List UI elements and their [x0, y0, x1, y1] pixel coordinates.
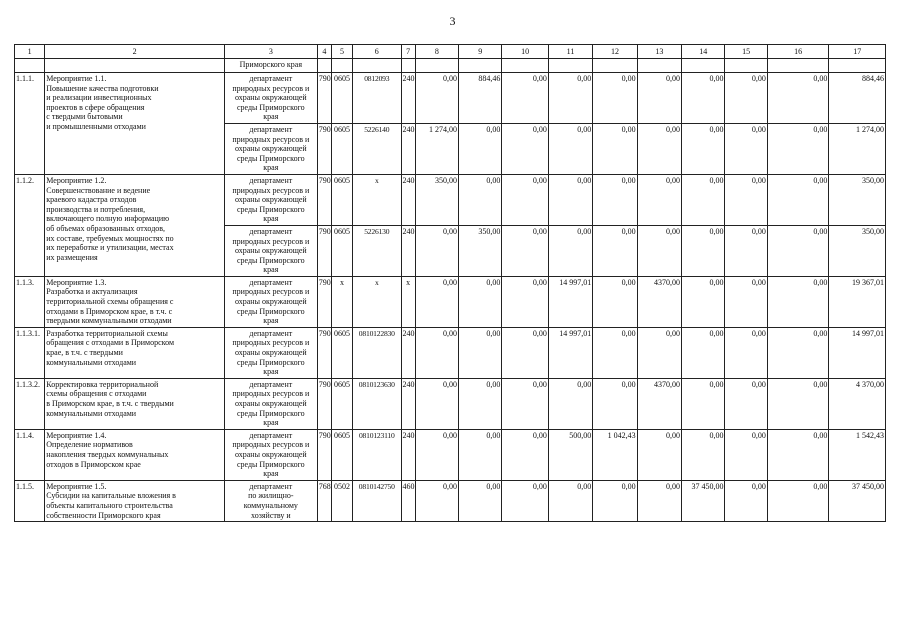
amount-col-16: 0,00	[767, 276, 829, 327]
amount-col-10: 0,00	[502, 429, 548, 480]
target-article-code: 0810142750	[353, 480, 401, 521]
amount-col-14: 0,00	[682, 73, 725, 124]
amount-col-12: 0,00	[593, 378, 637, 429]
amount-col-10: 0,00	[502, 174, 548, 225]
row-number: 1.1.2.	[15, 174, 45, 276]
cell-col-13	[637, 59, 681, 73]
amount-col-13: 0,00	[637, 225, 681, 276]
table-row	[15, 174, 886, 225]
column-header-4: 4	[317, 45, 331, 59]
expense-type-code: 240	[401, 73, 415, 124]
grbs-code: 790	[317, 123, 331, 174]
target-article-code: 5226130	[353, 225, 401, 276]
amount-col-17: 884,46	[829, 73, 886, 124]
row-number: 1.1.3.	[15, 276, 45, 327]
section-code: 0605	[331, 123, 352, 174]
expense-type-code: 240	[401, 429, 415, 480]
amount-col-10: 0,00	[502, 480, 548, 521]
amount-col-11: 0,00	[548, 123, 592, 174]
amount-col-10: 0,00	[502, 225, 548, 276]
section-code: 0605	[331, 225, 352, 276]
target-article-code: х	[353, 276, 401, 327]
cell-col-16	[767, 59, 829, 73]
section-code: 0605	[331, 174, 352, 225]
amount-col-8: 0,00	[415, 276, 458, 327]
amount-col-9: 0,00	[459, 378, 502, 429]
cell-col-9	[459, 59, 502, 73]
row-number: 1.1.4.	[15, 429, 45, 480]
amount-col-9: 0,00	[459, 327, 502, 378]
amount-col-10: 0,00	[502, 123, 548, 174]
responsible-org: департамент природных ресурсов и охраны окружающей среды Приморского края	[224, 276, 317, 327]
amount-col-12: 0,00	[593, 480, 637, 521]
table-row	[15, 276, 886, 327]
amount-col-8: 0,00	[415, 225, 458, 276]
row-number: 1.1.1.	[15, 73, 45, 175]
amount-col-8: 0,00	[415, 73, 458, 124]
amount-col-9: 0,00	[459, 174, 502, 225]
expense-type-code: 240	[401, 378, 415, 429]
amount-col-11: 14 997,01	[548, 327, 592, 378]
amount-col-11: 0,00	[548, 480, 592, 521]
amount-col-17: 1 274,00	[829, 123, 886, 174]
amount-col-16: 0,00	[767, 429, 829, 480]
grbs-code: 768	[317, 480, 331, 521]
table-row	[15, 480, 886, 521]
amount-col-17: 4 370,00	[829, 378, 886, 429]
amount-col-9: 0,00	[459, 480, 502, 521]
activity-name: Мероприятие 1.1. Повышение качества подготовки и реализации инвестиционных проектов в сфере обращения с твердыми бытовыми и промышленными отходами	[45, 73, 225, 175]
responsible-org: департамент природных ресурсов и охраны окружающей среды Приморского края	[224, 73, 317, 124]
target-article-code: 0810122830	[353, 327, 401, 378]
amount-col-17: 37 450,00	[829, 480, 886, 521]
row-number: 1.1.3.2.	[15, 378, 45, 429]
page-number: 3	[449, 14, 456, 28]
column-header-8: 8	[415, 45, 458, 59]
amount-col-13: 0,00	[637, 480, 681, 521]
amount-col-8: 350,00	[415, 174, 458, 225]
amount-col-17: 350,00	[829, 174, 886, 225]
amount-col-16: 0,00	[767, 123, 829, 174]
amount-col-14: 37 450,00	[682, 480, 725, 521]
column-header-11: 11	[548, 45, 592, 59]
amount-col-11: 0,00	[548, 174, 592, 225]
amount-col-11: 500,00	[548, 429, 592, 480]
amount-col-17: 1 542,43	[829, 429, 886, 480]
responsible-org: департамент природных ресурсов и охраны окружающей среды Приморского края	[224, 429, 317, 480]
grbs-code: 790	[317, 73, 331, 124]
column-header-1: 1	[15, 45, 45, 59]
column-header-13: 13	[637, 45, 681, 59]
cell-col-17	[829, 59, 886, 73]
amount-col-8: 0,00	[415, 378, 458, 429]
cell-col-8	[415, 59, 458, 73]
column-header-14: 14	[682, 45, 725, 59]
activity-name: Мероприятие 1.4. Определение нормативов накопления твердых коммунальных отходов в Приморском крае	[45, 429, 225, 480]
cell-col-12	[593, 59, 637, 73]
cell-col-15	[725, 59, 767, 73]
amount-col-10: 0,00	[502, 327, 548, 378]
activity-name: Мероприятие 1.3. Разработка и актуализация территориальной схемы обращения с отходами в Приморском крае, в т.ч. с твердыми коммунальными отходами	[45, 276, 225, 327]
cell-col-10	[502, 59, 548, 73]
expense-type-code: х	[401, 276, 415, 327]
amount-col-15: 0,00	[725, 480, 767, 521]
expense-type-code: 240	[401, 123, 415, 174]
responsible-org: департамент природных ресурсов и охраны окружающей среды Приморского края	[224, 378, 317, 429]
amount-col-17: 350,00	[829, 225, 886, 276]
expense-type-code: 240	[401, 174, 415, 225]
column-header-12: 12	[593, 45, 637, 59]
amount-col-9: 0,00	[459, 276, 502, 327]
amount-col-9: 0,00	[459, 123, 502, 174]
amount-col-15: 0,00	[725, 327, 767, 378]
amount-col-12: 0,00	[593, 225, 637, 276]
grbs-code: 790	[317, 327, 331, 378]
column-header-16: 16	[767, 45, 829, 59]
amount-col-11: 14 997,01	[548, 276, 592, 327]
amount-col-13: 4370,00	[637, 276, 681, 327]
amount-col-15: 0,00	[725, 123, 767, 174]
table-row	[15, 73, 886, 124]
grbs-code: 790	[317, 429, 331, 480]
column-header-3: 3	[224, 45, 317, 59]
column-header-15: 15	[725, 45, 767, 59]
row-number: 1.1.5.	[15, 480, 45, 521]
amount-col-14: 0,00	[682, 327, 725, 378]
column-header-2: 2	[45, 45, 225, 59]
grbs-code: 790	[317, 225, 331, 276]
amount-col-14: 0,00	[682, 276, 725, 327]
expense-type-code: 240	[401, 327, 415, 378]
column-header-6: 6	[353, 45, 401, 59]
amount-col-17: 14 997,01	[829, 327, 886, 378]
table-row	[15, 429, 886, 480]
grbs-code: 790	[317, 276, 331, 327]
amount-col-12: 0,00	[593, 327, 637, 378]
amount-col-15: 0,00	[725, 378, 767, 429]
responsible-org: департамент по жилищно- коммунальному хозяйству и	[224, 480, 317, 521]
cell-col-11	[548, 59, 592, 73]
row-number: 1.1.3.1.	[15, 327, 45, 378]
activity-name: Разработка территориальной схемы обращения с отходами в Приморском крае, в т.ч. с твердыми коммунальными отходами	[45, 327, 225, 378]
column-header-17: 17	[829, 45, 886, 59]
responsible-org: департамент природных ресурсов и охраны окружающей среды Приморского края	[224, 123, 317, 174]
amount-col-16: 0,00	[767, 225, 829, 276]
target-article-code: х	[353, 174, 401, 225]
amount-col-13: 0,00	[637, 327, 681, 378]
amount-col-15: 0,00	[725, 174, 767, 225]
amount-col-12: 0,00	[593, 174, 637, 225]
amount-col-15: 0,00	[725, 429, 767, 480]
amount-col-9: 350,00	[459, 225, 502, 276]
amount-col-15: 0,00	[725, 225, 767, 276]
cell-num	[15, 59, 45, 73]
amount-col-13: 0,00	[637, 123, 681, 174]
target-article-code: 5226140	[353, 123, 401, 174]
responsible-org: департамент природных ресурсов и охраны окружающей среды Приморского края	[224, 225, 317, 276]
expense-type-code: 240	[401, 225, 415, 276]
amount-col-14: 0,00	[682, 225, 725, 276]
amount-col-9: 884,46	[459, 73, 502, 124]
column-header-7: 7	[401, 45, 415, 59]
section-code: 0605	[331, 73, 352, 124]
activity-name: Корректировка территориальной схемы обращения с отходами в Приморском крае, в т.ч. с твердыми коммунальными отходами	[45, 378, 225, 429]
amount-col-13: 4370,00	[637, 378, 681, 429]
cell-col-4	[317, 59, 331, 73]
grbs-code: 790	[317, 378, 331, 429]
responsible-org: департамент природных ресурсов и охраны окружающей среды Приморского края	[224, 174, 317, 225]
amount-col-8: 0,00	[415, 480, 458, 521]
header-row	[15, 45, 886, 59]
amount-col-10: 0,00	[502, 378, 548, 429]
amount-col-13: 0,00	[637, 73, 681, 124]
amount-col-8: 1 274,00	[415, 123, 458, 174]
amount-col-13: 0,00	[637, 174, 681, 225]
amount-col-16: 0,00	[767, 73, 829, 124]
amount-col-16: 0,00	[767, 327, 829, 378]
amount-col-14: 0,00	[682, 123, 725, 174]
section-code: 0502	[331, 480, 352, 521]
amount-col-15: 0,00	[725, 276, 767, 327]
section-code: 0605	[331, 429, 352, 480]
cell-col-7	[401, 59, 415, 73]
amount-col-14: 0,00	[682, 378, 725, 429]
cell-name	[45, 59, 225, 73]
cell-col-6	[353, 59, 401, 73]
amount-col-8: 0,00	[415, 429, 458, 480]
responsible-org: департамент природных ресурсов и охраны окружающей среды Приморского края	[224, 327, 317, 378]
continuation-row	[15, 59, 886, 73]
amount-col-11: 0,00	[548, 225, 592, 276]
amount-col-16: 0,00	[767, 378, 829, 429]
amount-col-10: 0,00	[502, 276, 548, 327]
activity-name: Мероприятие 1.5. Субсидии на капитальные вложения в объекты капитального строительства собственности Приморского края	[45, 480, 225, 521]
amount-col-9: 0,00	[459, 429, 502, 480]
amount-col-17: 19 367,01	[829, 276, 886, 327]
table-row	[15, 378, 886, 429]
target-article-code: 0810123110	[353, 429, 401, 480]
column-header-9: 9	[459, 45, 502, 59]
amount-col-14: 0,00	[682, 174, 725, 225]
section-code: 0605	[331, 378, 352, 429]
amount-col-16: 0,00	[767, 174, 829, 225]
grbs-code: 790	[317, 174, 331, 225]
column-header-10: 10	[502, 45, 548, 59]
amount-col-8: 0,00	[415, 327, 458, 378]
amount-col-10: 0,00	[502, 73, 548, 124]
amount-col-12: 0,00	[593, 276, 637, 327]
target-article-code: 0810123630	[353, 378, 401, 429]
target-article-code: 0812093	[353, 73, 401, 124]
amount-col-12: 0,00	[593, 73, 637, 124]
section-code: х	[331, 276, 352, 327]
activity-name: Мероприятие 1.2. Совершенствование и ведение краевого кадастра отходов производства и потребления, включающего полную информацию об объемах образованных отходов, их составе, требуемых мощностях по их переработке и утилизации, местах их размещения	[45, 174, 225, 276]
table-row	[15, 327, 886, 378]
amount-col-11: 0,00	[548, 73, 592, 124]
amount-col-11: 0,00	[548, 378, 592, 429]
amount-col-14: 0,00	[682, 429, 725, 480]
amount-col-15: 0,00	[725, 73, 767, 124]
amount-col-12: 0,00	[593, 123, 637, 174]
section-code: 0605	[331, 327, 352, 378]
column-header-5: 5	[331, 45, 352, 59]
amount-col-13: 0,00	[637, 429, 681, 480]
cell-col-14	[682, 59, 725, 73]
budget-table	[14, 44, 886, 522]
expense-type-code: 460	[401, 480, 415, 521]
amount-col-16: 0,00	[767, 480, 829, 521]
cell-org: Приморского края	[224, 59, 317, 73]
cell-col-5	[331, 59, 352, 73]
amount-col-12: 1 042,43	[593, 429, 637, 480]
